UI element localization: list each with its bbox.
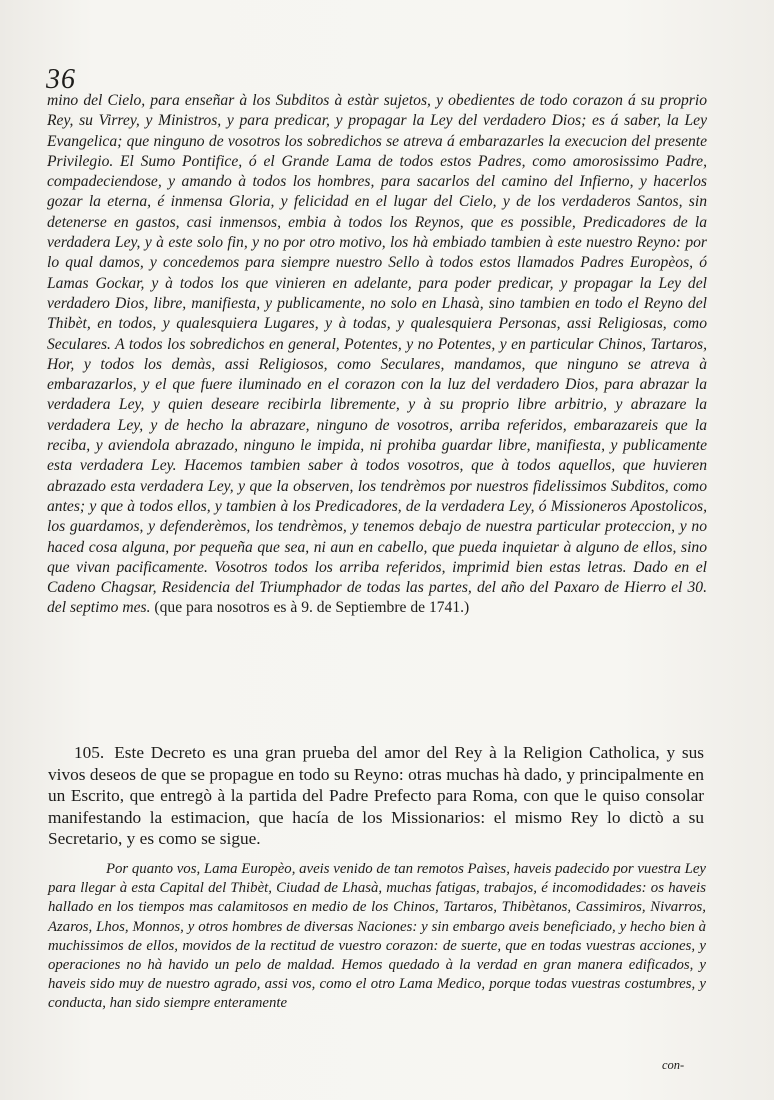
paragraph-105 <box>48 742 704 850</box>
second-decree-text: Por quanto vos, Lama Europèo, aveis venido de tan remotos Paìses, haveis padecido por vuestra Ley para llegar à esta Capital del Thibèt, Ciudad de Lhasà, muchas fatigas, trabajos, é incomodidades: os haveis hallado en los tiempos mas calamitosos en medio de los Chinos, Tartaros, Thibètanos, Cassimiros, Nivarros, Azaros, Lhos, Monnos, y otros hombres de diversas Naciones: y sin embargo aveis beneficiado, y hecho bien à muchissimos de ellos, movidos de la rectitud de vuestro corazon: de suerte, que en todas vuestras acciones, y operaciones no hà havido un pelo de maldad. Hemos quedado à la verdad en gran manera edificados, y haveis sido muy de nuestro agrado, assi vos, como el otro Lama Medico, porque todas vuestras costumbres, y conducta, han sido siempre enteramente <box>48 861 706 1012</box>
paragraph-105-text: Este Decreto es una gran prueba del amor del Rey à la Religion Catholica, y sus vivos deseos de que se propague en todo su Reyno: otras muchas hà dado, y principalmente en un Escrito, que entregò à la partida del Padre Prefecto para Roma, con que le quiso consolar manifestando la estimacion, que hacía de los Missionarios: el mismo Rey lo dictò a su Secretario, y es como se sigue. <box>48 743 704 849</box>
paragraph-number: 105. <box>74 743 105 762</box>
catchword: con- <box>662 1058 685 1072</box>
page-number: 36 <box>46 64 76 95</box>
decree-date-note: (que para nosotros es à 9. de Septiembre de 1741.) <box>150 599 470 617</box>
decree-text-block <box>47 91 707 619</box>
decree-body: mino del Cielo, para enseñar à los Subditos à estàr sujetos, y obedientes de todo corazon á su proprio Rey, su Virrey, y Ministros, y para predicar, y propagar la Ley del verdadero Dios; es á saber, la Ley Evangelica; que ninguno de vosotros los sobredichos se atreva á embarazarles la execucion del presente Privilegio. El Sumo Pontifice, ó el Grande Lama de todos estos Padres, como amorosissimo Padre, compadeciendose, y amando à todos los hombres, para sacarlos del camino del Infierno, y hacerlos gozar la eterna, é inmensa Gloria, y felicidad en el lugar del Cielo, y de los verdaderos Santos, sin detenerse en gastos, casi inmensos, embia à todos los Reynos, que es possible, Predicadores de la verdadera Ley, y à este solo fin, y no por otro motivo, los hà embiado tambien à este nuestro Reyno: por lo qual damos, y concedemos para siempre nuestro Sello à todos estos llamados Padres Europèos, ó Lamas Gockar, y à todos los que vinieren en adelante, para poder predicar, y propagar la Ley del verdadero Dios, libre, manifiesta, y publicamente, no solo en Lhasà, sino tambien en todo el Reyno del Thibèt, en todos, y qualesquiera Lugares, y à todas, y qualesquiera Personas, assi Religiosas, como Seculares. A todos los sobredichos en general, Potentes, y no Potentes, y en particular Chinos, Tartaros, Hor, y todos los demàs, assi Religiosos, como Seculares, mandamos, que ninguno se atreva à embarazarlos, y el que fuere iluminado en el corazon con la luz del verdadero Dios, para abrazar la verdadera Ley, y quien deseare recibirla libremente, y à su proprio libre arbitrio, y abrazare la verdadera Ley, y de hecho la abrazare, ninguno de vosotros, arriba referidos, embarazareis que la reciba, y aviendola abrazado, ninguno le impida, ni prohiba guardar libre, manifiesta, y publicamente esta verdadera Ley. Hacemos tambien saber à todos vosotros, que à todos aquellos, que huvieren abrazado esta verdadera Ley, y que la observen, los tendrèmos por nuestros fidelissimos Subditos, como antes; y que à todos ellos, y tambien à los Predicadores, de la verdadera Ley, ó Missioneros Apostolicos, los guardamos, y defenderèmos, los tendrèmos, y tenemos debajo de nuestra particular proteccion, y no haced cosa alguna, por pequeña que sea, ni aun en cabello, que pueda inquietar à alguno de ellos, sino que vivan pacificamente. Vosotros todos los arriba referidos, imprimid bien estas letras. Dado en el Cadeno Chagsar, Residencia del Triumphador de todas las partes, del año del Paxaro de Hierro el 30. del septimo mes. <box>47 92 707 617</box>
